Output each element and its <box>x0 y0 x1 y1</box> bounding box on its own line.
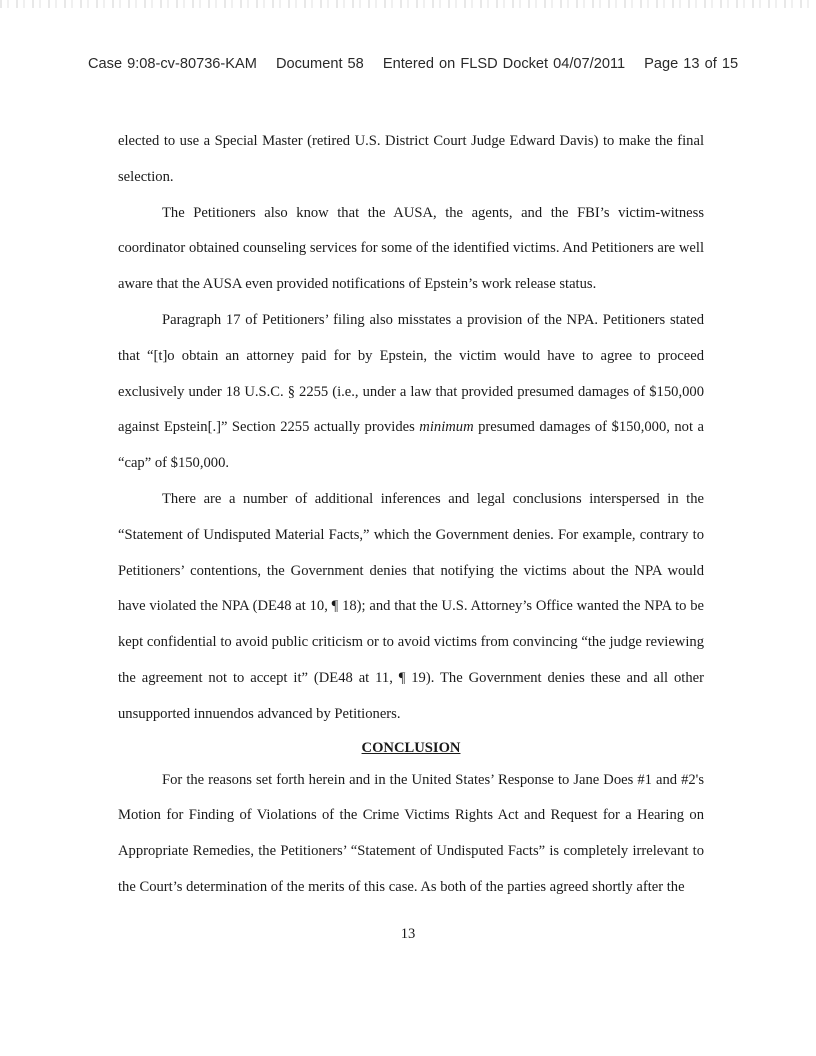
document-number: Document 58 <box>275 56 364 72</box>
docket-entry-date: Entered on FLSD Docket 04/07/2011 <box>382 56 626 72</box>
paragraph-inferences: There are a number of additional inferences and legal conclusions interspersed in the “Statement of Undisputed Material Facts,” which the Government denies. For example, contrary to Petitioners’ contentions, the Government denies that notifying the victims about the NPA would have violated the NPA (DE48 at 10, ¶ 18); and that the U.S. Attorney’s Office wanted the NPA to be kept confidential to avoid public criticism or to avoid victims from convincing “the judge reviewing the agreement not to accept it” (DE48 at 11, ¶ 19). The Government denies these and all other unsupported innuendos advanced by Petitioners. <box>118 490 704 722</box>
paragraph-npa-provision <box>118 303 704 482</box>
paragraph-continuation: elected to use a Special Master (retired U.S. District Court Judge Edward Davis) to make the final selection. <box>118 133 704 185</box>
page-number: 13 <box>400 926 416 942</box>
paragraph-npa-text-2: presumed damages of $150,000, not a “cap” of $150,000. <box>118 419 704 472</box>
conclusion-heading: CONCLUSION <box>361 739 461 756</box>
emphasis-minimum: minimum <box>419 419 474 436</box>
document-body <box>118 124 704 906</box>
header-page-count: Page 13 of 15 <box>644 56 739 72</box>
paragraph-conclusion: For the reasons set forth herein and in the United States’ Response to Jane Does #1 and #2's Motion for Finding of Violations of the Crime Victims Rights Act and Request for a Hearing on Appropriate Remedies, the Petitioners’ “Statement of Undisputed Facts” is completely irrelevant to the Court’s determination of the merits of this case. As both of the parties agreed shortly after the <box>118 771 704 895</box>
docket-header <box>88 56 748 72</box>
case-number: Case 9:08-cv-80736-KAM <box>88 56 257 72</box>
paragraph-npa-text-1: Paragraph 17 of Petitioners’ filing also misstates a provision of the NPA. Petitioners stated that “[t]o obtain an attorney paid for by Epstein, the victim would have to agree to proceed exclusively under 18 U.S.C. § 2255 (i.e., under a law that provided presumed damages of $150,000 against Epstein[.]” Section 2255 actually provides <box>118 311 704 436</box>
paragraph-counseling: The Petitioners also know that the AUSA, the agents, and the FBI’s victim-witness coordinator obtained counseling services for some of the identified victims. And Petitioners are well aware that the AUSA even provided notifications of Epstein’s work release status. <box>118 204 704 293</box>
scan-artifact-strip <box>0 0 816 8</box>
